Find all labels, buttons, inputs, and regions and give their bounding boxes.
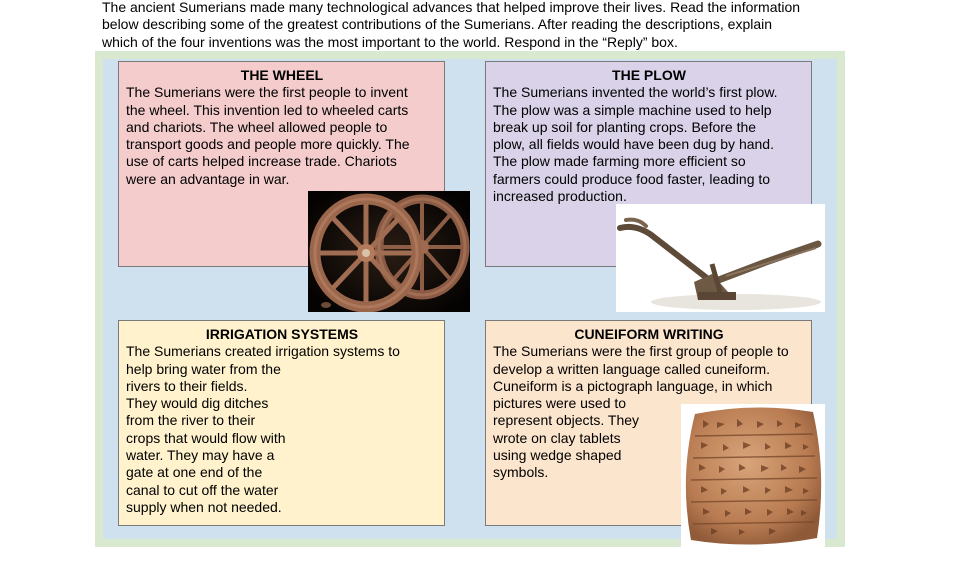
plow-card-line: The plow made farming more efficient so — [493, 153, 746, 170]
cuneiform-card-line: wrote on clay tablets — [493, 429, 621, 446]
cuneiform-card-line: using wedge shaped — [493, 447, 622, 464]
irrigation-card-line: gate at one end of the — [126, 464, 263, 481]
intro-paragraph — [102, 0, 862, 51]
plow-card-line: The plow was a simple machine used to help — [493, 101, 772, 118]
plow-card-line: break up soil for planting crops. Before the — [493, 118, 757, 135]
wheel-card-line: were an advantage in war. — [126, 170, 290, 187]
cuneiform-tablet-photo — [681, 404, 825, 547]
irrigation-card-line: help bring water from the — [126, 360, 281, 377]
cuneiform-card-line: represent objects. They — [493, 412, 640, 429]
irrigation-card-line: canal to cut off the water — [126, 481, 279, 498]
irrigation-card-line: supply when not needed. — [126, 498, 282, 515]
irrigation-card-line: from the river to their — [126, 412, 256, 429]
intro-line: below describing some of the greatest contributions of the Sumerians. After reading the descriptions, explain — [102, 16, 773, 33]
plow-photo — [616, 204, 825, 312]
wheel-card-line: use of carts helped increase trade. Chariots — [126, 153, 397, 170]
irrigation-card-line: water. They may have a — [126, 447, 275, 464]
cuneiform-card-line: develop a written language called cuneiform. — [493, 360, 771, 377]
wheel-card-line: and chariots. The wheel allowed people to — [126, 118, 388, 135]
plow-card-line: plow, all fields would have been dug by hand. — [493, 136, 774, 153]
irrigation-card-line: The Sumerians created irrigation systems to — [126, 343, 400, 360]
wheel-card-line: transport goods and people more quickly. The — [126, 136, 410, 153]
irrigation-card-title: IRRIGATION SYSTEMS — [205, 326, 359, 342]
irrigation-card-line: rivers to their fields. — [126, 377, 248, 394]
intro-line: The ancient Sumerians made many technological advances that helped improve their lives. Read the information — [102, 0, 801, 15]
intro-line: which of the four inventions was the most important to the world. Respond in the “Reply” box. — [102, 33, 678, 50]
wheel-card-line: the wheel. This invention led to wheeled carts — [126, 101, 409, 118]
plow-card-line: increased production. — [493, 188, 627, 205]
irrigation-card — [118, 320, 445, 526]
cuneiform-card-line: symbols. — [493, 464, 549, 481]
plow-card-line: farmers could produce food faster, leading to — [493, 170, 771, 187]
cuneiform-card-title: CUNEIFORM WRITING — [574, 326, 724, 342]
irrigation-card-line: crops that would flow with — [126, 429, 286, 446]
plow-card-title: THE PLOW — [612, 67, 686, 83]
plow-card-line: The Sumerians invented the world’s first plow. — [493, 84, 778, 101]
cuneiform-card-line: Cuneiform is a pictograph language, in which — [493, 377, 773, 394]
wheel-photo — [308, 191, 470, 312]
wheel-card-line: The Sumerians were the first people to invent — [126, 84, 408, 101]
cuneiform-card-line: The Sumerians were the first group of people to — [493, 343, 789, 360]
cuneiform-card-line: pictures were used to — [493, 395, 627, 412]
irrigation-card-line: They would dig ditches — [126, 395, 269, 412]
wheel-card-title: THE WHEEL — [240, 67, 324, 83]
